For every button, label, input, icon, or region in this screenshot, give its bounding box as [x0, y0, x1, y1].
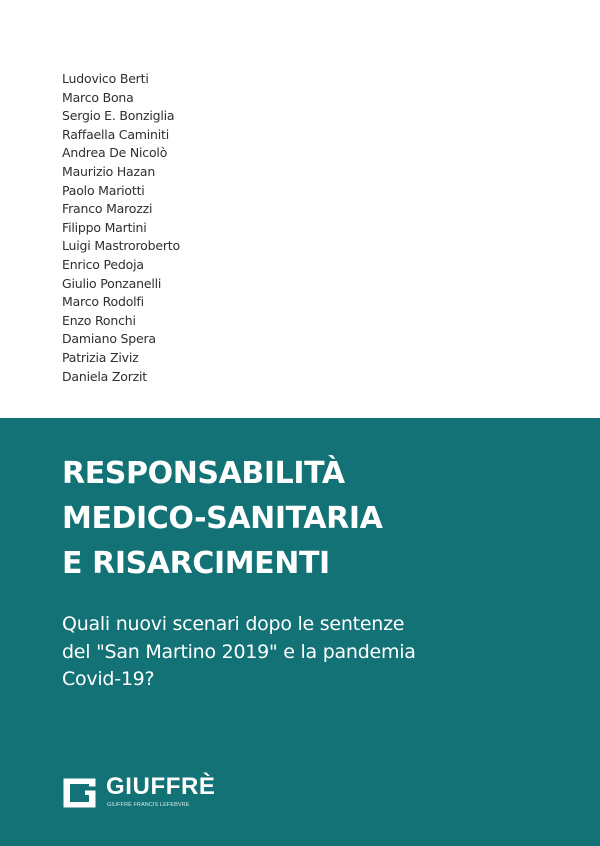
author-enzo-ronchi: Enzo Ronchi [62, 312, 136, 328]
author-patrizia-ziviz: Patrizia Ziviz [62, 349, 139, 365]
author-damiano-spera: Damiano Spera [62, 331, 156, 347]
author-marco-rodolfi: Marco Rodolfi [62, 294, 144, 310]
author-luigi-mastroroberto: Luigi Mastroroberto [62, 238, 180, 254]
title-panel [0, 418, 600, 846]
author-enrico-pedoja: Enrico Pedoja [62, 256, 144, 272]
author-sergio-e-bonziglia: Sergio E. Bonziglia [62, 108, 175, 124]
publisher-tagline: GIUFFRÈ FRANCIS LEFEBVRE [107, 802, 190, 808]
publisher-name: GIUFFRÈ [106, 773, 216, 800]
book-title-line-3: E RISARCIMENTI [62, 546, 330, 581]
book-title [62, 451, 382, 586]
author-ludovico-berti: Ludovico Berti [62, 71, 149, 86]
giuffre-square-g-logo-icon [62, 777, 100, 809]
author-andrea-de-nicolo: Andrea De Nicolò [62, 145, 168, 161]
author-franco-marozzi: Franco Marozzi [62, 201, 153, 217]
author-paolo-mariotti: Paolo Mariotti [62, 182, 145, 198]
book-subtitle-line-1: Quali nuovi scenari dopo le sentenze [62, 613, 405, 635]
author-marco-bona: Marco Bona [62, 89, 134, 105]
author-giulio-ponzanelli: Giulio Ponzanelli [62, 275, 162, 291]
author-daniela-zorzit: Daniela Zorzit [62, 368, 147, 384]
book-title-line-1: RESPONSABILITÀ [62, 456, 345, 491]
author-raffaella-caminiti: Raffaella Caminiti [62, 126, 170, 142]
publisher-logo [62, 774, 222, 814]
book-subtitle [62, 611, 416, 694]
book-subtitle-line-2: del "San Martino 2019" e la pandemia [62, 640, 416, 663]
book-title-line-2: MEDICO-SANITARIA [62, 501, 383, 536]
authors-panel [0, 0, 600, 418]
author-filippo-martini: Filippo Martini [62, 219, 147, 235]
author-maurizio-hazan: Maurizio Hazan [62, 163, 156, 179]
authors-list [62, 70, 180, 386]
book-subtitle-line-3: Covid-19? [62, 668, 155, 690]
